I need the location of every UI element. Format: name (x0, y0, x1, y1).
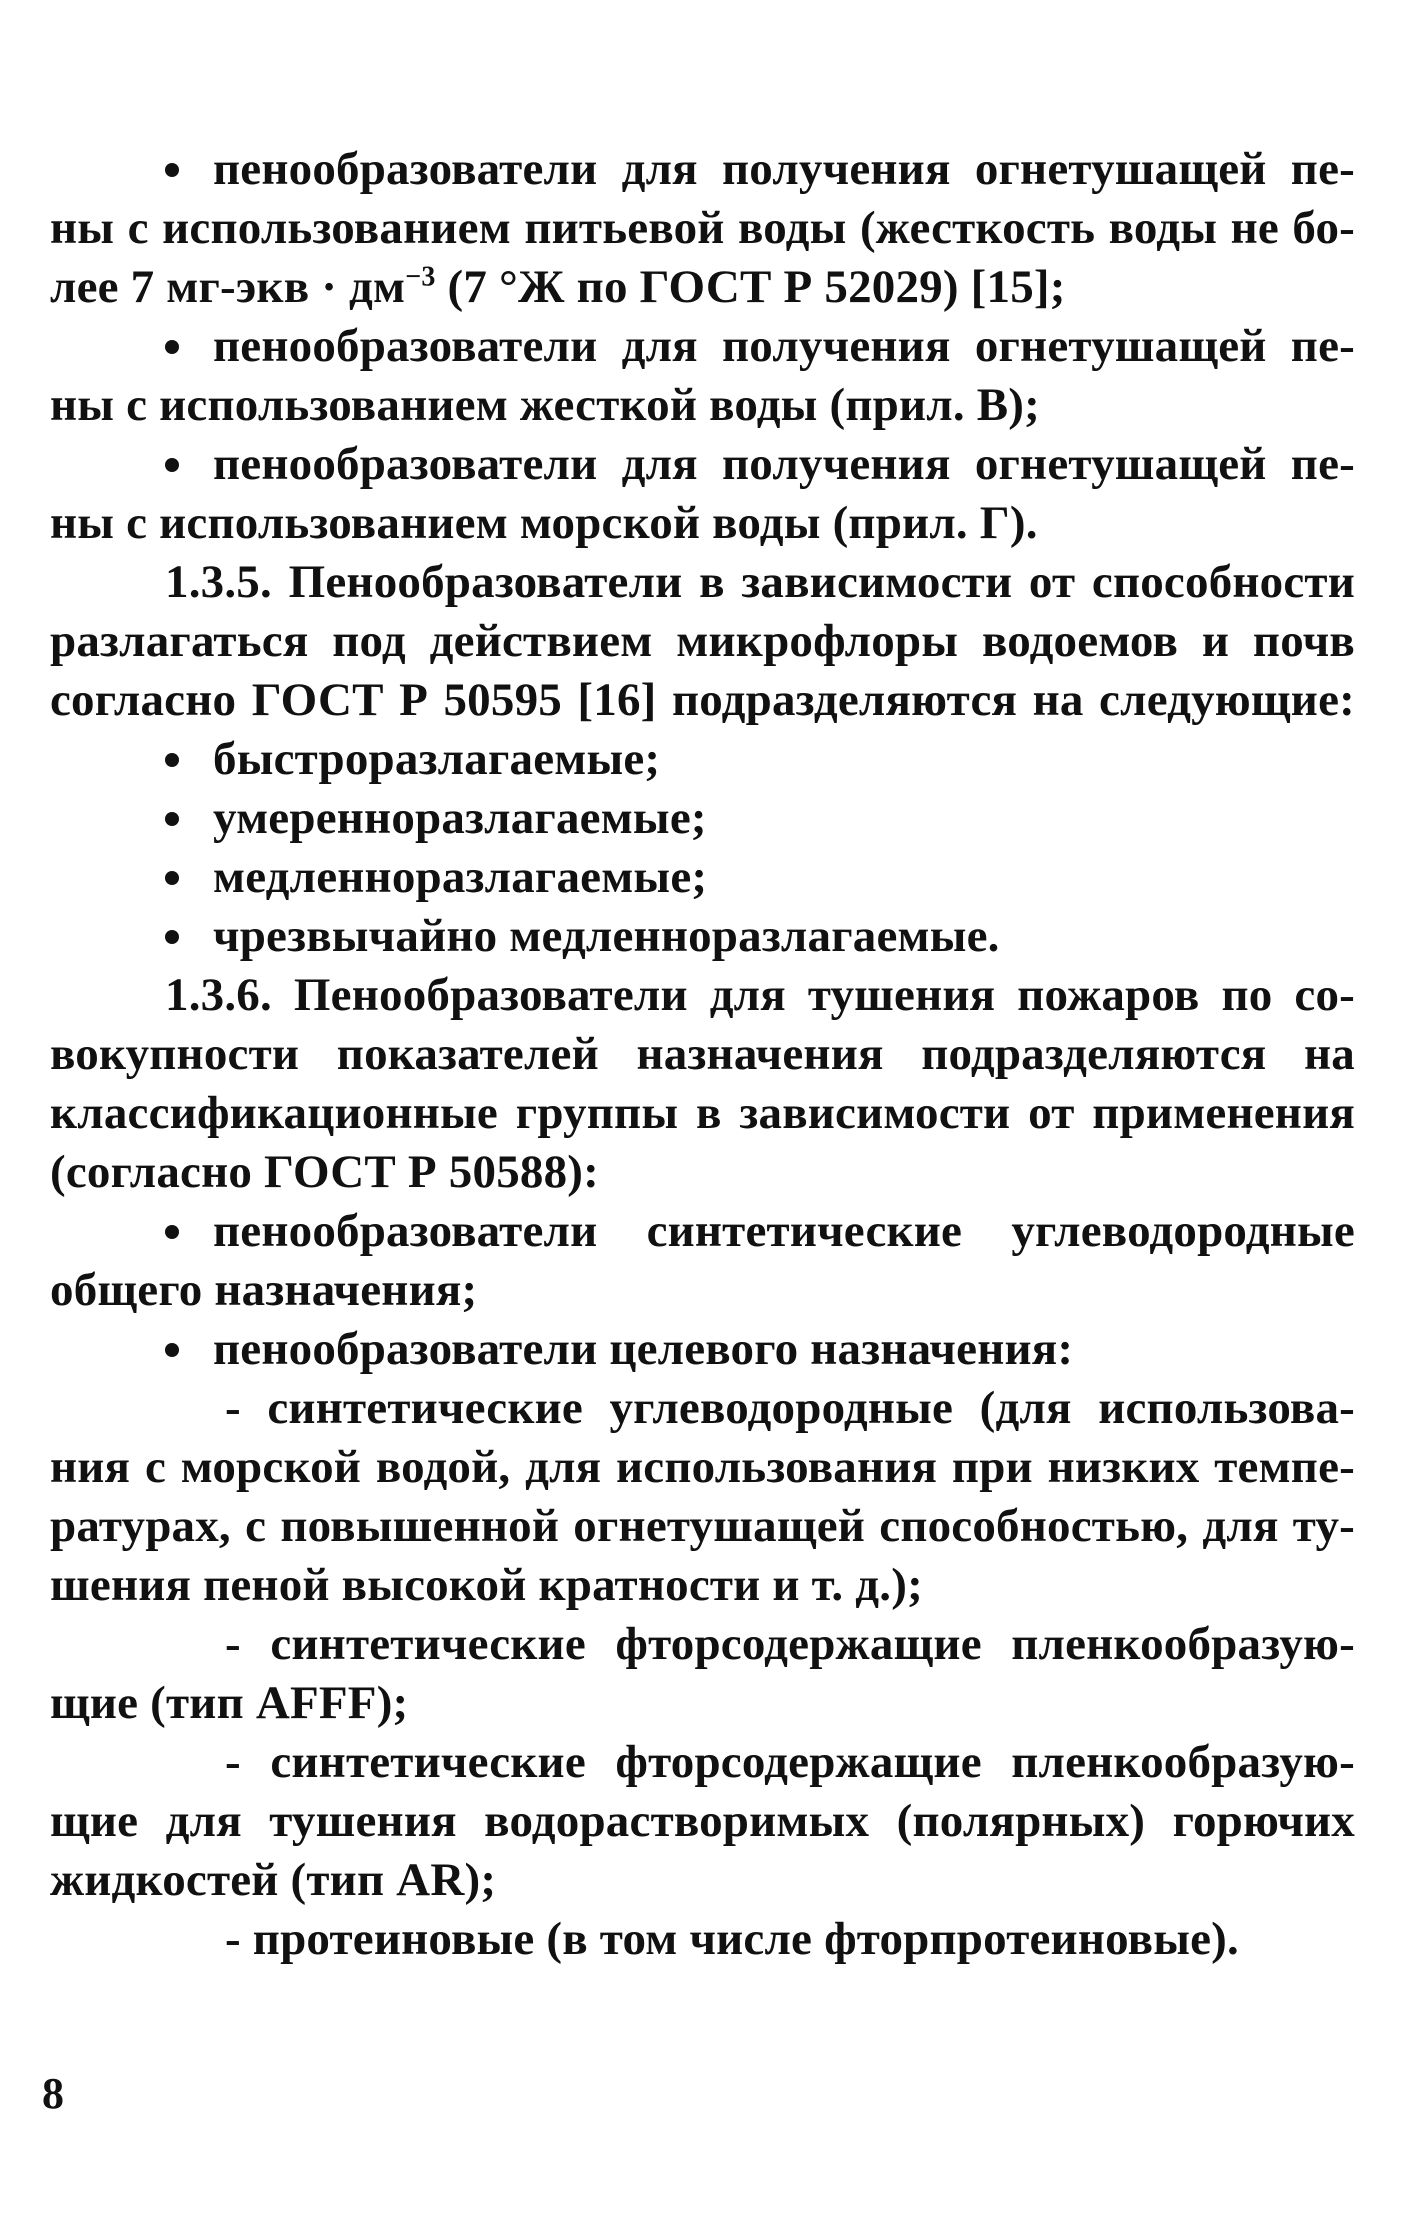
superscript: −3 (405, 261, 436, 293)
bullet-text: пенообразователи целевого назначения: (213, 1323, 1074, 1375)
bullet-icon (165, 930, 179, 944)
text-line: ратурах, с повышенной огнетушащей способностью, для ту- (50, 1500, 1355, 1552)
bullet-line (50, 730, 1355, 789)
paragraph-line: 1.3.5. Пенообразователи в зависимости от способности (165, 556, 1355, 608)
text-fragment: (7 °Ж по ГОСТ Р 52029) [15]; (435, 261, 1066, 313)
bullet-line (50, 789, 1355, 848)
bullet-line (50, 140, 1355, 199)
bullet-icon (165, 812, 179, 826)
bullet-line (50, 907, 1355, 966)
page-body (50, 140, 1355, 1969)
dash-item-line: - протеиновые (в том числе фторпротеиновые). (225, 1913, 1239, 1965)
bullet-line (50, 435, 1355, 494)
bullet-icon (165, 458, 179, 472)
text-line: ны с использованием жесткой воды (прил. В); (50, 379, 1041, 431)
bullet-line (50, 1202, 1355, 1261)
paragraph-line: (согласно ГОСТ Р 50588): (50, 1146, 599, 1198)
bullet-icon (165, 163, 179, 177)
bullet-text: умеренноразлагаемые; (213, 792, 707, 844)
text-line: ния с морской водой, для использования при низких темпе- (50, 1441, 1355, 1493)
bullet-text: медленноразлагаемые; (213, 851, 708, 903)
bullet-text: пенообразователи для получения огнетушащей пе- (213, 143, 1355, 195)
bullet-text: чрезвычайно медленноразлагаемые. (213, 910, 1000, 962)
text-line: щие для тушения водорастворимых (полярных) горючих (50, 1795, 1355, 1847)
bullet-line (50, 317, 1355, 376)
text-line: шения пеной высокой кратности и т. д.); (50, 1559, 923, 1611)
text-line: ны с использованием морской воды (прил. Г). (50, 497, 1038, 549)
paragraph-line: разлагаться под действием микрофлоры водоемов и почв (50, 615, 1355, 667)
dash-item-line: - синтетические фторсодержащие пленкообразую- (225, 1736, 1355, 1788)
paragraph-line: классификационные группы в зависимости от применения (50, 1087, 1355, 1139)
bullet-icon (165, 1343, 179, 1357)
text-line (50, 258, 1355, 317)
paragraph-line: согласно ГОСТ Р 50595 [16] подразделяются на следующие: (50, 674, 1355, 726)
page-number: 8 (42, 2069, 64, 2118)
text-line: общего назначения; (50, 1264, 478, 1316)
bullet-icon (165, 871, 179, 885)
bullet-line (50, 1320, 1355, 1379)
dash-item-line: - синтетические фторсодержащие пленкообразую- (225, 1618, 1355, 1670)
bullet-icon (165, 753, 179, 767)
text-fragment: лее 7 мг-экв · дм (50, 261, 406, 313)
bullet-icon (165, 1225, 179, 1239)
paragraph-line: 1.3.6. Пенообразователи для тушения пожаров по со- (165, 969, 1355, 1021)
bullet-text: быстроразлагаемые; (213, 733, 661, 785)
text-line: ны с использованием питьевой воды (жесткость воды не бо- (50, 202, 1355, 254)
bullet-icon (165, 340, 179, 354)
text-line: жидкостей (тип AR); (50, 1854, 497, 1906)
bullet-text: пенообразователи для получения огнетушащей пе- (213, 438, 1355, 490)
text-line: щие (тип AFFF); (50, 1677, 409, 1729)
bullet-text: пенообразователи синтетические углеводородные (213, 1205, 1355, 1257)
bullet-text: пенообразователи для получения огнетушащей пе- (213, 320, 1355, 372)
paragraph-line: вокупности показателей назначения подразделяются на (50, 1028, 1355, 1080)
bullet-line (50, 848, 1355, 907)
dash-item-line: - синтетические углеводородные (для использова- (225, 1382, 1355, 1434)
